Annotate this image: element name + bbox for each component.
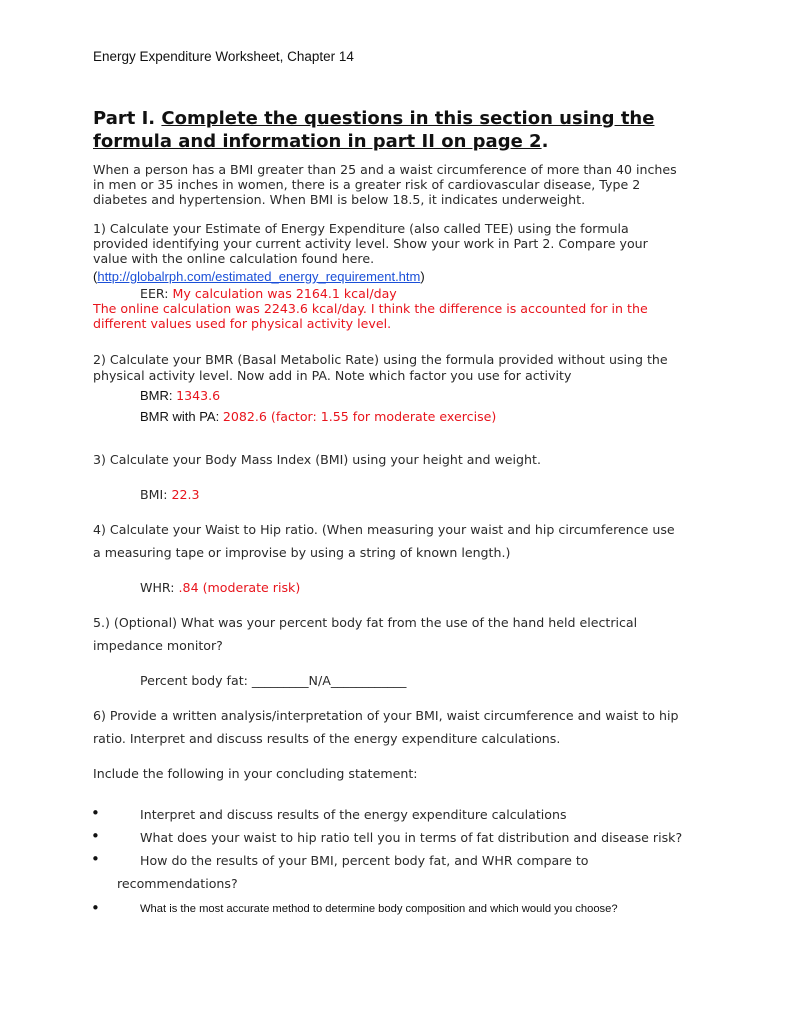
q4-line-1: 4) Calculate your Waist to Hip ratio. (When measuring your waist and hip circumference use — [93, 522, 675, 537]
q1-note-line-2: different values used for physical activity level. — [93, 316, 392, 331]
bullet-item-1: Interpret and discuss results of the energy expenditure calculations — [140, 807, 567, 822]
bullet-item-4: What is the most accurate method to determine body composition and which would you choose? — [140, 903, 618, 915]
percent-body-fat-label: Percent body fat: — [140, 673, 252, 688]
whr-label: WHR: — [140, 580, 179, 595]
bmr-pa-line — [140, 409, 496, 424]
part1-heading-line2: formula and information in part II on page 2 — [93, 131, 542, 152]
part1-heading — [93, 107, 654, 130]
intro-line-3: diabetes and hypertension. When BMI is below 18.5, it indicates underweight. — [93, 192, 586, 207]
bullet-item-3-cont: recommendations? — [117, 876, 238, 891]
whr-answer: .84 (moderate risk) — [178, 580, 301, 595]
bullet-item-3: How do the results of your BMI, percent body fat, and WHR compare to — [140, 853, 589, 868]
q2-line-1: 2) Calculate your BMR (Basal Metabolic Rate) using the formula provided without using the — [93, 352, 668, 367]
q3-line-1: 3) Calculate your Body Mass Index (BMI) using your height and weight. — [93, 452, 541, 467]
document-header: Energy Expenditure Worksheet, Chapter 14 — [93, 49, 354, 64]
bullet-icon: • — [91, 850, 100, 868]
q4-line-2: a measuring tape or improvise by using a string of known length.) — [93, 545, 511, 560]
intro-line-1: When a person has a BMI greater than 25 and a waist circumference of more than 40 inches — [93, 162, 677, 177]
intro-line-2: in men or 35 inches in women, there is a greater risk of cardiovascular disease, Type 2 — [93, 177, 641, 192]
part1-heading-end: . — [541, 131, 549, 152]
bmr-pa-label: BMR with PA: — [140, 409, 223, 424]
q1-line-2: provided identifying your current activity level. Show your work in Part 2. Compare your — [93, 236, 648, 251]
bmi-answer: 22.3 — [171, 487, 200, 502]
q1-line-1: 1) Calculate your Estimate of Energy Expenditure (also called TEE) using the formula — [93, 221, 629, 236]
bullet-icon: • — [91, 899, 100, 917]
q6-line-1: 6) Provide a written analysis/interpretation of your BMI, waist circumference and waist to hip — [93, 708, 679, 723]
eer-answer: My calculation was 2164.1 kcal/day — [172, 286, 397, 301]
q1-line-3: value with the online calculation found here. — [93, 251, 375, 266]
eer-label: EER: — [140, 286, 173, 301]
bmr-pa-answer: 2082.6 (factor: 1.55 for moderate exercise) — [222, 409, 497, 424]
q1-note-line-1: The online calculation was 2243.6 kcal/day. I think the difference is accounted for in the — [93, 301, 648, 316]
percent-body-fat-line — [140, 673, 406, 689]
part1-label: Part I. — [93, 108, 162, 129]
part1-heading-cont — [93, 130, 548, 153]
bmi-line — [140, 487, 200, 503]
energy-requirement-link[interactable]: http://globalrph.com/estimated_energy_requirement.htm — [97, 269, 421, 284]
bullet-item-2: What does your waist to hip ratio tell you in terms of fat distribution and disease risk? — [140, 830, 683, 845]
concluding-intro: Include the following in your concluding statement: — [93, 766, 418, 781]
whr-line — [140, 580, 300, 596]
percent-body-fat-value: _________N/A____________ — [251, 673, 407, 688]
q6-line-2: ratio. Interpret and discuss results of the energy expenditure calculations. — [93, 731, 561, 746]
q5-line-1: 5.) (Optional) What was your percent body fat from the use of the hand held electrical — [93, 615, 638, 630]
q1-link-line: (http://globalrph.com/estimated_energy_requirement.htm) — [93, 269, 425, 284]
bmi-label: BMI: — [140, 487, 172, 502]
part1-heading-line1: Complete the questions in this section using the — [161, 108, 655, 129]
q1-eer-line — [140, 286, 397, 302]
bmr-label: BMR: — [140, 388, 177, 403]
bullet-icon: • — [91, 827, 100, 845]
bullet-icon: • — [91, 804, 100, 822]
q5-line-2: impedance monitor? — [93, 638, 223, 653]
bmr-line — [140, 388, 220, 403]
bmr-answer: 1343.6 — [176, 388, 221, 403]
q2-line-2: physical activity level. Now add in PA. Note which factor you use for activity — [93, 368, 572, 383]
